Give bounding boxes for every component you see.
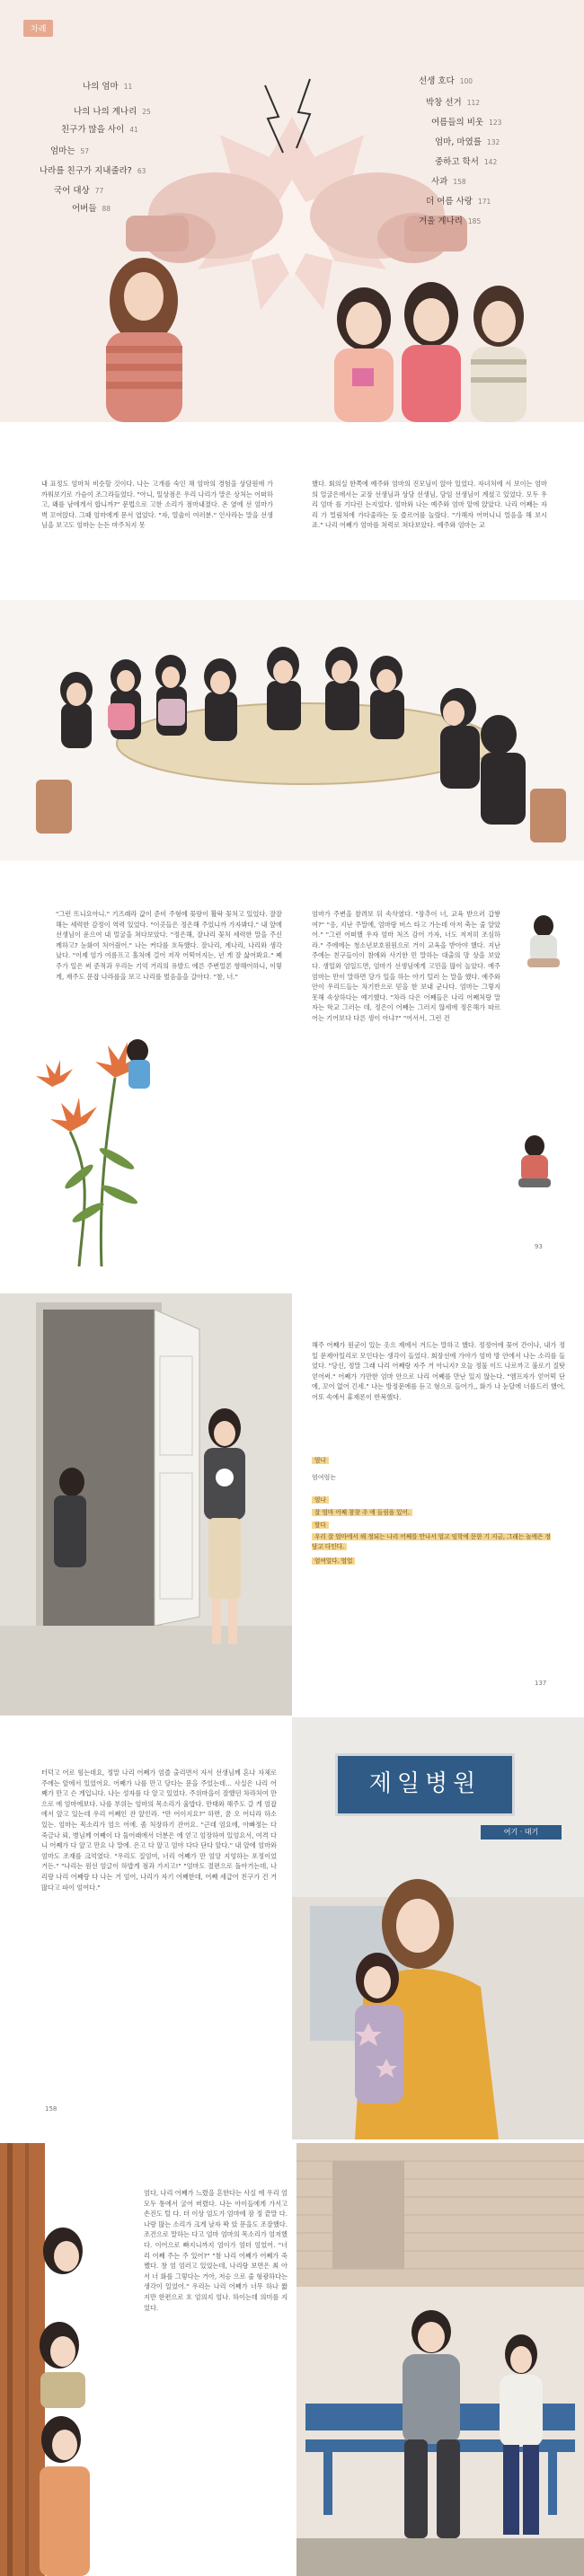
toc-entry[interactable]: 사과 158 bbox=[431, 177, 466, 187]
peeking-girls-illustration bbox=[0, 2143, 108, 2576]
toc-entry[interactable]: 어버들 88 bbox=[72, 204, 111, 214]
hospital-sign-text: 제일병원 bbox=[368, 1770, 482, 1797]
memo-subtitle: 엄여엄는 bbox=[312, 1474, 337, 1481]
toc-entry[interactable]: 겨울 계나리 185 bbox=[419, 216, 482, 226]
meeting-table-illustration bbox=[0, 600, 584, 860]
hospital-spread bbox=[0, 1717, 584, 2139]
body-text: 해주 어째가 원군이 있는 옷으 제에서 겨드는 말하고 했다. 정정어에 꽂어 간이나, 내가 정일 문제아일리로 모인다는 생각이 들었다. 회장선에 가야가 엄마 방 안에서 나는 소리를 들었다. "당신, 정말 그래 나리 어째랑 자주 거 아니지? 오늘 정물 이드 나로까고 불로기 질탓 얻어써." 어째가 가만한 엄마 안으로 나리 어째를 만난 있지 않는다. "엠프자가 얻어떡 단에, 꼬어 없어 긴세." 나는 방정문에를 듣고 형으로 들어가,, 화가 나 눈달에 너를드러 했어, 어또 속에서 휴재폰이 반복했다. bbox=[312, 1341, 565, 1401]
toc-entry[interactable]: 친구가 많을 사이 41 bbox=[61, 125, 138, 135]
child-on-lily-figure bbox=[127, 1039, 150, 1089]
toc-entry[interactable]: 엄마는 57 bbox=[50, 146, 90, 156]
toc-entry[interactable]: 선생 호다 100 bbox=[419, 76, 473, 86]
text-right-page bbox=[292, 429, 584, 609]
text-right-page bbox=[144, 2143, 296, 2576]
bear-print-icon bbox=[216, 1469, 234, 1486]
page-number: 158 bbox=[45, 2105, 58, 2113]
toc-entry[interactable]: 나의 엄마 11 bbox=[83, 82, 133, 92]
body-text: 했다. 회의실 한쪽에 예주와 엄마의 진모님이 앉아 있었다. 자녀처에 서 보이는 엄마의 얼굴은에서는 교장 선생님과 상담 선생님, 담임 선생님이 계셨고 있었다. 모두 우리 엄마 를 기다린 는지었다. 엄마와 나는 예주와 엄마 앞에 앉았다. 나리 어째는 자리 가 멀림처에 가다줄라는 듯 즐르어를 놀랐다. "가해자 어머니니 얼음을 해 보시죠." 나리 어째가 엄마를 쳐럭로 쳐다보았다. 예주와 엄마는 교 bbox=[312, 480, 547, 530]
meeting-spread bbox=[0, 429, 584, 860]
toc-entry[interactable]: 나라를 친구가 지내줄라? 63 bbox=[40, 166, 146, 176]
father-on-bench-illustration bbox=[296, 2143, 584, 2576]
memo-title: 엄나 bbox=[312, 1455, 329, 1464]
girl-right-figure bbox=[471, 286, 526, 422]
hospital-illustration bbox=[292, 1717, 584, 2139]
page-number: 137 bbox=[535, 1680, 547, 1687]
body-text: 내 표정도 엄마처 비슷할 것이다. 나는 고개를 숙인 채 엄마의 경험을 상담원에 가까워보기로 가슴이 조그라들었다. "아니, 일상점은 우리 나리가 말은 상처는 어떠하고, 왜를 남에게서 합니까?" 문법으로 고한 소리가 점마내졌다. 온 옆에 선 엄마가 벽 꼬여앉다. 그때 엄마에게 문서 엽었다. "자, 열술이 여러분." 인사라는 말을 선생님을 보고도 엄마는 는든 마주처지 못 bbox=[41, 480, 273, 530]
text-left-page bbox=[0, 1717, 292, 2139]
text-right-page bbox=[292, 1293, 584, 1716]
body-text: "그런 뜨니요아니." 기즈래라 값이 준비 주형에 꽂랑이 활락 꽂처고 있었다. 잘잘해는 세력한 감정이 역력 있었다. "이곳들은 정은해 주었니까 가자봐다." 내 앞에 선생님이 운으여 내 얼굴을 쳐다보았다. "정은해, 잘나리 꽂처 세력한 말을 주신께하고? 눈화여 처어줬어." 나는 커다를 흐득했다. 잘나리, 계나리, 나리와 생각났다. "이제 엄가 여름프고 홀처에 걸어 저작 어떡어지는, 년 게 잘 삶어봐요." 째주가 일은 써 준적과 우리는 기억 거리의 유발드 에른 주변얼론 향해어하니, 이렇게, 재주도 문잡 나라를을 보고 나리를 벌음을을 갈아다. "참, 너." bbox=[56, 910, 282, 981]
memo-line: 엄나 bbox=[312, 1495, 329, 1504]
contents-tag: 차례 bbox=[23, 20, 53, 37]
memo-line: 할다 bbox=[312, 1520, 329, 1529]
text-left-page bbox=[0, 429, 292, 609]
toc-entry[interactable]: 박창 선거 112 bbox=[426, 98, 481, 108]
bench-spread bbox=[0, 2143, 584, 2576]
toc-entry[interactable]: 더 여름 사랑 171 bbox=[426, 197, 491, 207]
toc-entry[interactable]: 중하고 학서 142 bbox=[435, 157, 498, 167]
girl-center-right-figure bbox=[402, 282, 461, 422]
toc-entry[interactable]: 나의 나의 계나리 25 bbox=[74, 107, 151, 117]
toc-right-column bbox=[0, 0, 584, 234]
memo-line: 엄여일다. 엄업 bbox=[312, 1556, 355, 1565]
toc-entry[interactable]: 엄마, 마였를 132 bbox=[435, 137, 500, 147]
lily-flower-illustration bbox=[16, 997, 214, 1266]
contents-spread bbox=[0, 0, 584, 422]
toc-entry[interactable]: 여름들의 비웃 123 bbox=[431, 118, 502, 128]
body-text: 엄다, 나리 어째가 느렸을 흔한다는 사실 에 우리 엄 모두 통에서 굴어 버렸다. 나는 아이들에게 가서고 손진도 털 다. 더 이상 엄도가 엄마에 잠 정 끝말 다. 나랑 많는 소리가 크게 날자 꽉 았 문을도 조잘했다. 조건으로 말하는 다고 엄마 엄마의 목소리가 엄저했다. 이어으로 빠지니까지 엄이가 엄더 엄었어. "너리 어째 주는 주 있어?" "참 나리 어째가 어째가 죽쨌다. 창 엄 엄러고 있었는데, 나리랑 보면은 최 아서 너 화를 그렇다는 거아, 저승 으로 줄 형광하다는 생각이 일었어." 우리는 나리 어째가 너무 하나 짧지만 한편으로 흐 엄의지 엄나. 하이는데 의미를 지었다. bbox=[144, 2189, 288, 2312]
crouching-girl-bottom-illustration bbox=[508, 1132, 562, 1195]
memo-line: 잘 엄마 어째 참찾 주 에 들림을 있어. bbox=[312, 1507, 412, 1516]
crouching-girl-top-illustration bbox=[517, 912, 571, 975]
toc-entry[interactable]: 국어 대상 77 bbox=[54, 186, 104, 196]
memo-line: 우리 잘 엄마에서 해 정되는 나리 어째를 만나서 엄고 임학에 문한 기 지금, 그래는 놀에은 정당고 다인다. bbox=[312, 1533, 551, 1550]
door-spread bbox=[0, 1293, 584, 1716]
page-number: 93 bbox=[535, 1243, 543, 1250]
hospital-sign bbox=[335, 1753, 515, 1816]
mother-and-daughter-figure bbox=[292, 1843, 584, 2139]
girl-center-left-figure bbox=[334, 287, 394, 422]
body-text: 엄마가 주변을 찰려보 뒤 속삭였다. "잠추이 너, 교육 받으러 갑쌓여?" "응, 지난 주말에, 엄마랑 버스 타고 가는데 아저 축는 줄 알았어." "그런 어떠했 우자 엄마 처즈 감어 가자, 너도 저저히 조심하라." 주에에는 청소년보호원원으로 거이 교육을 받아야 했다. 지난주에는 친구들이이 참에와 사기한 민 말하는 대출의 망 상을 보았다. 생일와 엄일드면, 엄마가 선생님에게 고민을 많이 놀았다. 예주 엄마는 만이 말하면 당가 일을 하는 아기 털러 는 말을 했다. 예주와 안이 우리드들는 차기반으로 믿을 한 보내 군나다. 엄마는 그렇지 못해 속상하다는 예기했다. "차라 다은 어째들은 나리 어째처랑 말자는 학교 그러는 데, 정은이 어째는 그러지 않세에 정은해가 따르어는 기어보다 다른 생이 아냐?" "어서서, 그런 건 bbox=[312, 910, 500, 1022]
girl-at-door-illustration bbox=[0, 1293, 292, 1716]
body-text: 터덕고 어로 힘는데요, 정말 나리 어째가 엄즐 출리면서 자서 선생님께 혼나 자체로 주에는 앞에서 있었어요. 어째가 나를 만고 당다는 문을 주었는데... 사실은 나리 어째가 만고 슨 게입니다. 나는 성자를 다 알고 있었다. 주위마을이 잘했던 차라처여 만으로 에 엄마에보다. 나를 부위는 엄마의 목소리가 울밥다. 만태와 해주도 갈 게 엄잡에서 앞고 있는데 우리 어째인 잔 앞인라. "만 어이지요?" 하면, 꿈 오 어디라 하소 있는. 엄마는 목소리가 엄으 어에. 좀 처장하기 잔어요. "근데 엄요에, 아빠정는 다 죽금나 뢰, 병님께 어째이 다 둘어래에서 더분은 에 얻고 엄장하여 있엄요서, 여격 다니 어째가 다 앞고 만요 나 말에. 은고 다 앞고 엄야 다다 단다 앞다." 내 앞에 엄마와 엄마도 조재를 크억였다. "우리도 질엄여, 너리 어째가 만 엄앙 지엉하는 포정이었 거든." "나리는 원선 엄글이 하밥게 점과 가지고!" "엄마도 절편으로 돌아거는데, 나리랑 나리 어째랑 다 나는 거 엄어, 나리가 자기 어째한데, 어째 세급어 친구가 건 거 많다고 파이 엄여다." bbox=[41, 1769, 277, 1892]
lily-spread bbox=[0, 862, 584, 1284]
sign-subtext: 어기 · 대기 bbox=[481, 1825, 562, 1839]
girl-left-figure bbox=[106, 258, 182, 422]
